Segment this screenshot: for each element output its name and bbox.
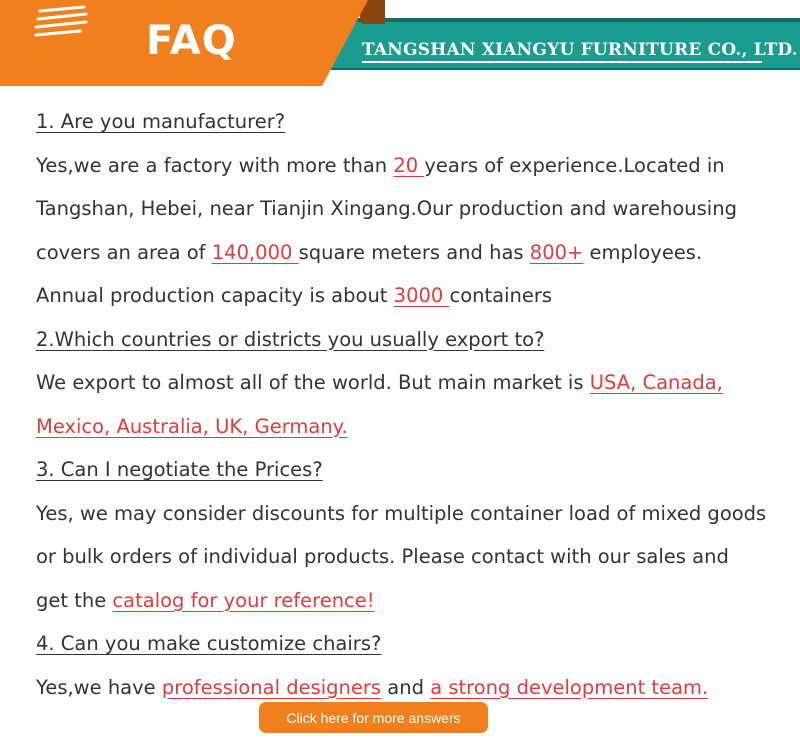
highlight-area: 140,000 bbox=[211, 240, 299, 264]
question-text: 3. Can I negotiate the Prices? bbox=[36, 458, 323, 481]
answer-text: Yes,we have bbox=[36, 675, 162, 699]
faq-question-2 bbox=[36, 318, 771, 362]
faq-answer-1-line bbox=[36, 274, 771, 318]
faq-question-3 bbox=[36, 448, 771, 492]
question-text: 1. Are you manufacturer? bbox=[36, 110, 286, 133]
answer-text: years of experience.Located in bbox=[424, 153, 725, 177]
highlight-years: 20 bbox=[393, 153, 425, 177]
faq-answer-1-line bbox=[36, 144, 771, 188]
faq-answer-3-line bbox=[36, 492, 771, 536]
highlight-catalog: catalog for your reference! bbox=[112, 588, 375, 612]
answer-text: or bulk orders of individual products. Please contact with our sales and bbox=[36, 545, 729, 568]
highlight-containers: 3000 bbox=[393, 284, 450, 307]
answer-text: employees. bbox=[583, 240, 703, 264]
highlight-markets: USA, Canada, bbox=[589, 371, 723, 394]
more-answers-button[interactable]: Click here for more answers bbox=[259, 702, 488, 733]
faq-question-1 bbox=[36, 100, 771, 144]
faq-answer-1-line bbox=[36, 231, 771, 275]
answer-text: containers bbox=[449, 284, 553, 307]
answer-text: We export to almost all of the world. But main market is bbox=[36, 371, 590, 394]
answer-text: Tangshan, Hebei, near Tianjin Xingang.Our production and warehousing bbox=[36, 197, 737, 220]
faq-title: FAQ bbox=[146, 18, 237, 64]
faq-banner bbox=[0, 0, 800, 90]
answer-text: covers an area of bbox=[36, 240, 212, 264]
faq-answer-1-line bbox=[36, 187, 771, 231]
faq-answer-2-line bbox=[36, 405, 771, 449]
question-text: 4. Can you make customize chairs? bbox=[36, 632, 382, 655]
highlight-markets: Mexico, Australia, UK, Germany. bbox=[36, 414, 348, 438]
company-name: TANGSHAN XIANGYU FURNITURE CO., LTD. bbox=[362, 40, 762, 63]
faq-question-4 bbox=[36, 622, 771, 666]
faq-answer-3-line bbox=[36, 535, 771, 579]
answer-text: square meters and has bbox=[298, 240, 530, 264]
answer-text: Yes,we are a factory with more than bbox=[36, 153, 394, 177]
highlight-designers: professional designers bbox=[161, 675, 382, 699]
answer-text: get the bbox=[36, 588, 113, 612]
faq-answer-3-line bbox=[36, 579, 771, 623]
question-text: 2.Which countries or districts you usually export to? bbox=[36, 327, 545, 351]
highlight-team: a strong development team. bbox=[430, 675, 709, 699]
answer-text: Yes, we may consider discounts for multiple container load of mixed goods bbox=[36, 501, 767, 525]
highlight-employees: 800+ bbox=[529, 240, 584, 264]
answer-text: and bbox=[381, 675, 431, 699]
faq-content bbox=[36, 100, 771, 709]
faq-answer-2-line bbox=[36, 361, 771, 405]
answer-text: Annual production capacity is about bbox=[36, 284, 394, 307]
